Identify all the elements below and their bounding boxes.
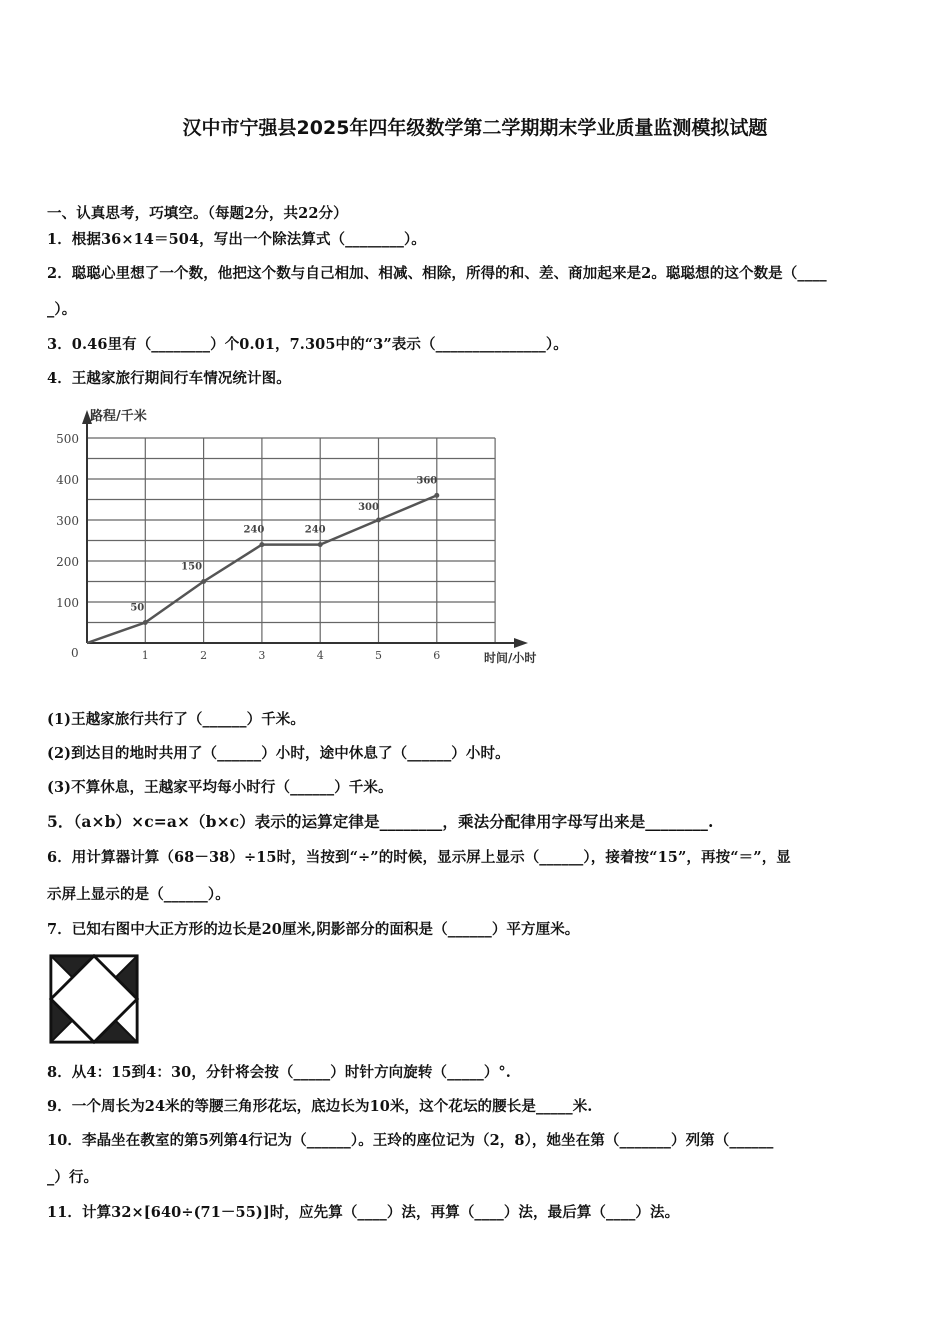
page-title: 汉中市宁强县2025年四年级数学第二学期期末学业质量监测模拟试题 [182,117,768,139]
data-label: 240 [243,524,265,536]
data-label: 240 [304,524,326,536]
data-point [143,620,148,625]
question-4-3: (3)不算休息，王越家平均每小时行（______）千米。 [47,779,393,796]
question-4-1: (1)王越家旅行共行了（______）千米。 [47,711,306,728]
x-axis-label: 时间/小时 [484,651,537,665]
travel-line-chart [40,400,560,680]
y-axis-label: 路程/千米 [90,409,147,424]
x-tick-label: 5 [375,649,382,662]
x-tick-label: 4 [316,649,324,662]
y-tick-label: 100 [56,596,79,610]
y-tick-label: 300 [56,514,79,528]
y-tick-label: 500 [56,432,79,446]
x-tick-label: 1 [141,649,149,662]
question-6-line2: 示屏上显示的是（______）。 [47,886,230,903]
x-axis-arrow-icon [514,638,528,648]
y-tick-label: 400 [56,473,79,487]
data-point [201,579,206,584]
square-diamond-figure [48,952,140,1046]
data-point [434,493,439,498]
question-11: 11．计算32×[640÷(71－55)]时，应先算（____）法，再算（____）法，最后算（____）法。 [47,1204,680,1221]
question-5: 5．（a×b）×c=a×（b×c）表示的运算定律是________，乘法分配律用字母写出来是________. [47,812,714,831]
question-10-line1: 10．李晶坐在教室的第5列第4行记为（______）。王玲的座位记为（2，8），她坐在第（_______）列第（______ [47,1132,774,1149]
question-6-line1: 6．用计算器计算（68－38）÷15时，当按到“÷”的时候，显示屏上显示（______），接着按“15”，再按“＝”，显 [47,849,791,866]
question-4-2: (2)到达目的地时共用了（______）小时，途中休息了（______）小时。 [47,745,510,762]
x-tick-label: 6 [433,649,441,662]
data-point [259,542,264,547]
x-tick-label: 2 [200,649,208,662]
data-label: 150 [181,561,203,573]
question-7: 7．已知右图中大正方形的边长是20厘米,阴影部分的面积是（______）平方厘米。 [47,921,580,938]
data-label: 300 [358,502,379,513]
data-label: 50 [130,602,145,614]
question-3: 3．0.46里有（________）个0.01，7.305中的“3”表示（_______________）。 [47,336,568,353]
question-4: 4．王越家旅行期间行车情况统计图。 [47,370,291,387]
origin-label: 0 [71,646,79,660]
data-label: 360 [416,475,438,487]
question-10-line2: _）行。 [47,1169,99,1186]
y-tick-label: 200 [56,555,79,569]
section-heading: 一、认真思考，巧填空。（每题2分，共22分） [47,205,348,222]
question-8: 8．从4：15到4：30，分针将会按（_____）时针方向旋转（_____）°. [47,1064,511,1081]
data-point [318,542,323,547]
x-tick-label: 3 [258,649,266,662]
data-point [376,518,381,523]
question-9: 9．一个周长为24米的等腰三角形花坛，底边长为10米，这个花坛的腰长是_____米. [47,1098,593,1115]
question-2-line1: 2．聪聪心里想了一个数，他把这个数与自己相加、相减、相除，所得的和、差、商加起来是2。聪聪想的这个数是（____ [47,265,827,282]
question-2-line2: _）。 [47,301,77,318]
question-1: 1．根据36×14＝504，写出一个除法算式（________）。 [47,231,426,248]
